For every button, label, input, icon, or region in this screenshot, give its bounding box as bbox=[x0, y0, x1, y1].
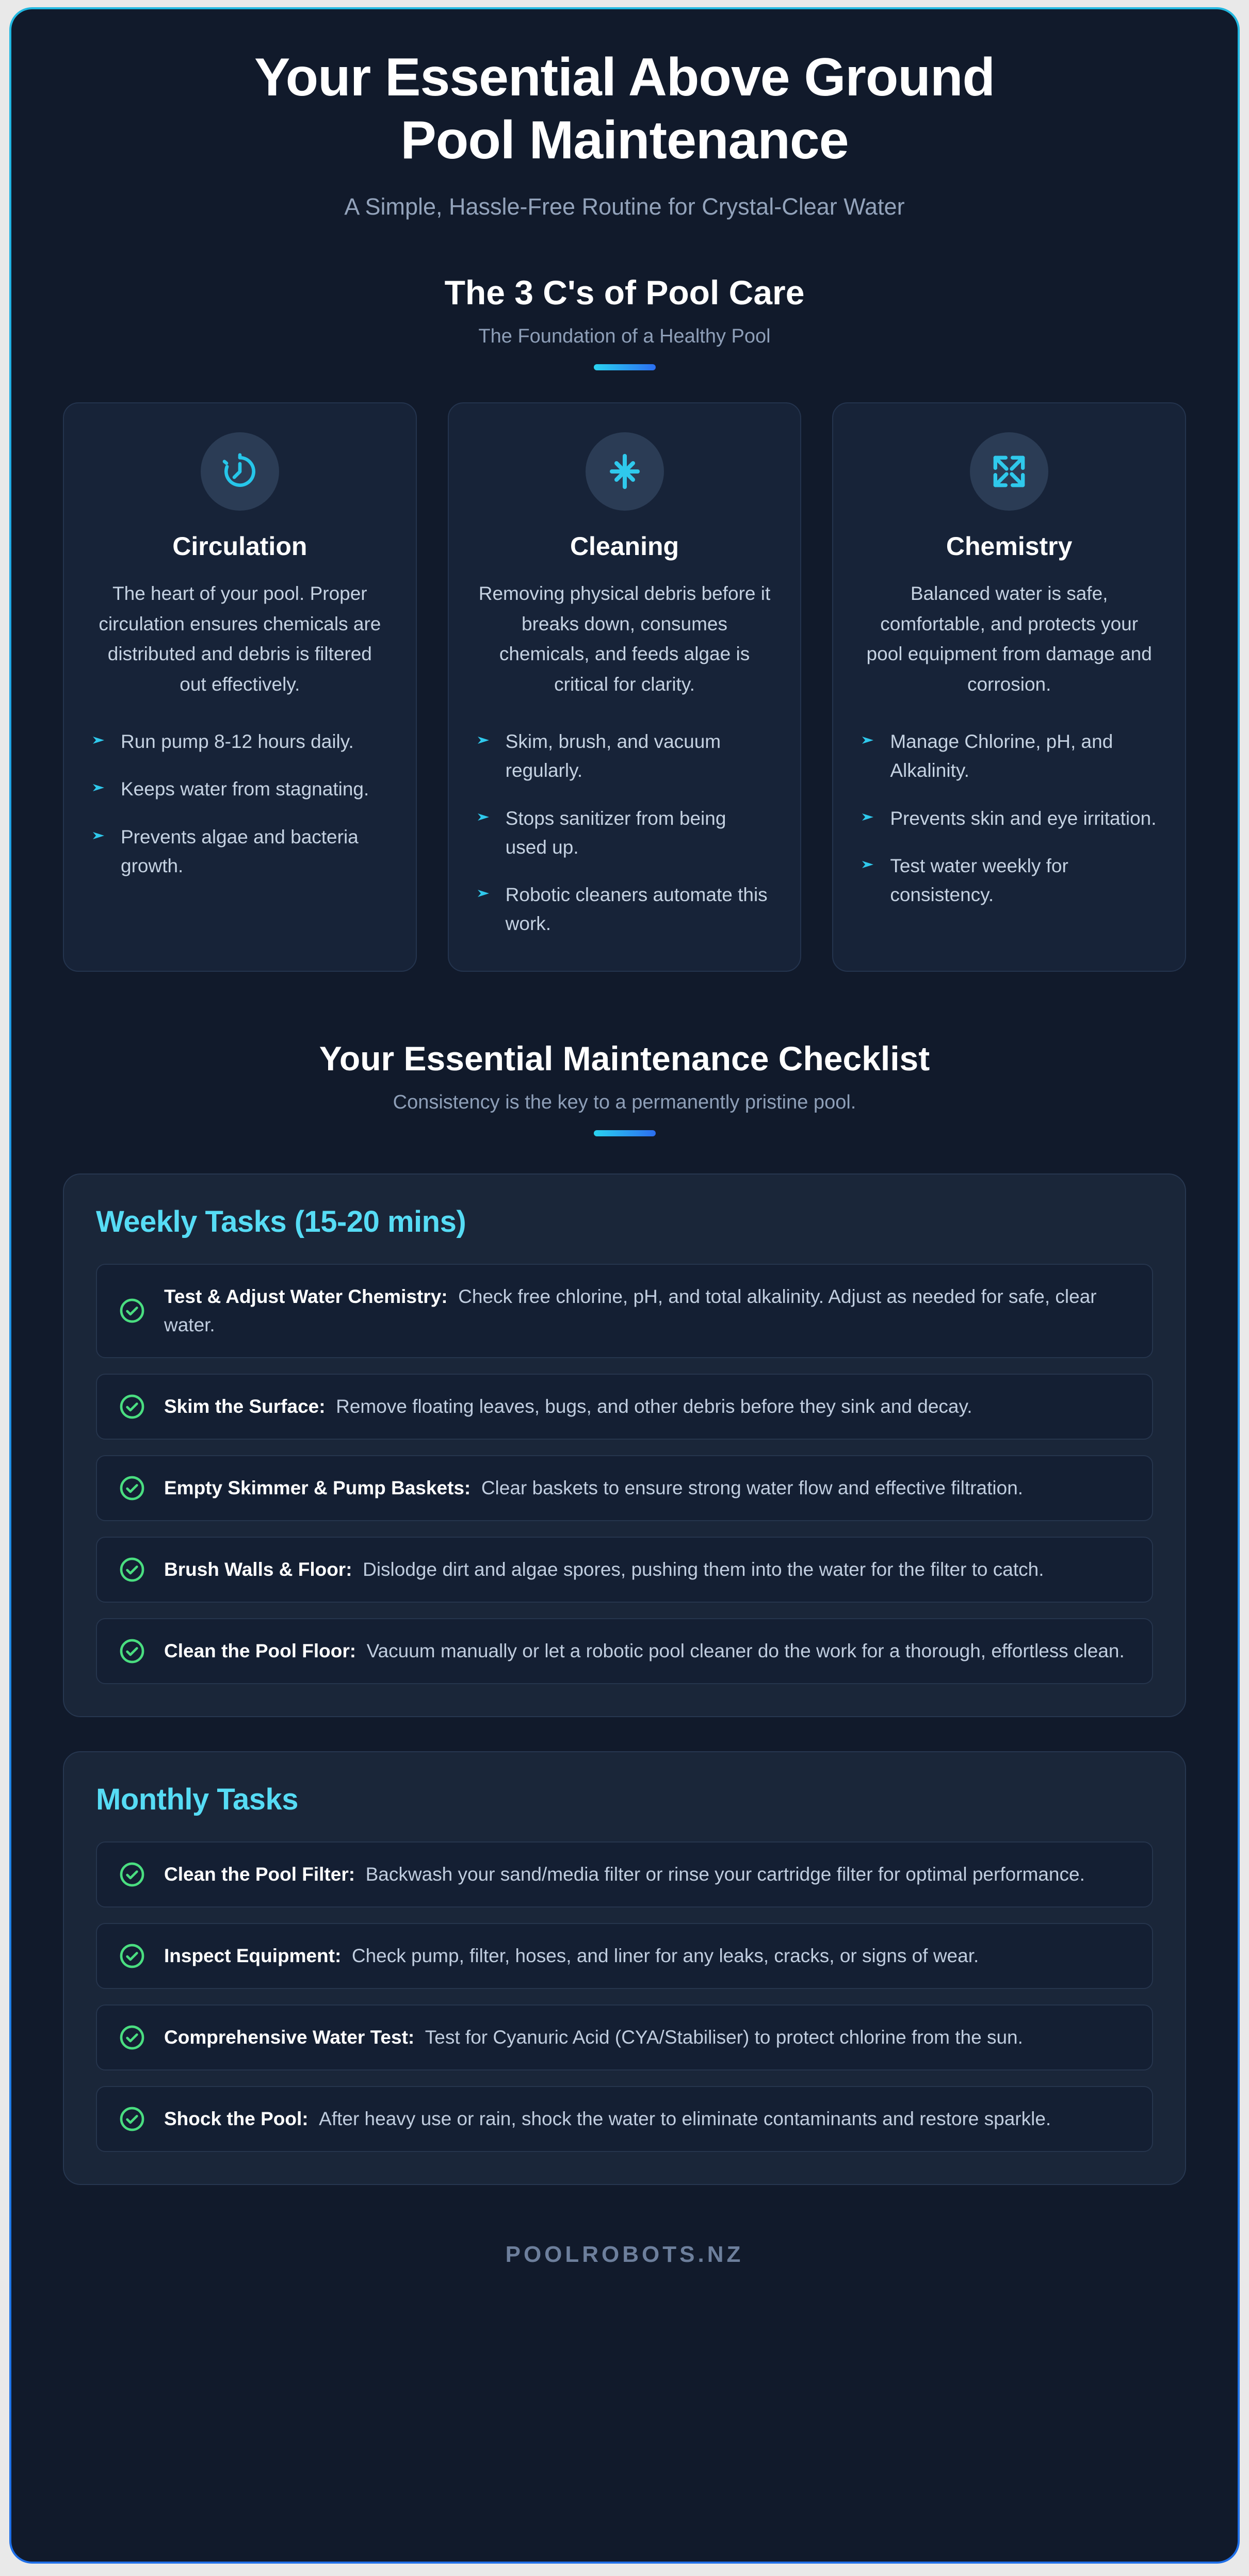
three-cs-subtitle: The Foundation of a Healthy Pool bbox=[478, 325, 771, 348]
arrow-right-icon bbox=[92, 735, 109, 746]
task-label: Skim the Surface: bbox=[164, 1395, 326, 1417]
check-circle-icon bbox=[118, 1860, 147, 1889]
card-bullet-list bbox=[92, 727, 388, 881]
arrow-right-icon bbox=[477, 811, 494, 823]
task-row[interactable] bbox=[96, 2004, 1153, 2070]
panel-weekly-tasks bbox=[63, 1173, 1186, 1717]
check-circle-icon bbox=[118, 1942, 147, 1970]
task-detail: Dislodge dirt and algae spores, pushing them into the water for the filter to catch. bbox=[363, 1558, 1044, 1580]
task-text bbox=[164, 1555, 1044, 1584]
list-item-label: Run pump 8-12 hours daily. bbox=[121, 731, 354, 753]
list-item-label: Skim, brush, and vacuum regularly. bbox=[505, 731, 721, 781]
list-item bbox=[92, 727, 388, 756]
three-cs-header bbox=[11, 273, 1238, 370]
task-row[interactable] bbox=[96, 1618, 1153, 1684]
checklist-subtitle: Consistency is the key to a permanently pristine pool. bbox=[393, 1091, 856, 1113]
check-circle-icon bbox=[118, 2023, 147, 2052]
section-divider bbox=[594, 1130, 656, 1136]
infographic-canvas bbox=[11, 9, 1238, 2562]
task-text bbox=[164, 1282, 1131, 1340]
task-row[interactable] bbox=[96, 1923, 1153, 1989]
task-row[interactable] bbox=[96, 1264, 1153, 1358]
task-detail: Vacuum manually or let a robotic pool cleaner do the work for a thorough, effortless clean. bbox=[366, 1640, 1125, 1661]
list-item-label: Robotic cleaners automate this work. bbox=[505, 884, 768, 935]
list-item bbox=[92, 823, 388, 881]
timer-clock-icon bbox=[201, 432, 279, 511]
task-label: Empty Skimmer & Pump Baskets: bbox=[164, 1477, 471, 1498]
list-item-label: Prevents skin and eye irritation. bbox=[890, 807, 1157, 829]
card-bullet-list bbox=[861, 727, 1157, 909]
list-item bbox=[861, 804, 1157, 833]
arrows-out-icon bbox=[970, 432, 1048, 511]
task-detail: Backwash your sand/media filter or rinse your cartridge filter for optimal performance. bbox=[365, 1863, 1085, 1885]
list-item bbox=[861, 852, 1157, 909]
task-label: Test & Adjust Water Chemistry: bbox=[164, 1285, 448, 1307]
list-item bbox=[477, 881, 773, 938]
task-label: Inspect Equipment: bbox=[164, 1945, 342, 1966]
card-title: Circulation bbox=[172, 532, 307, 561]
task-label: Brush Walls & Floor: bbox=[164, 1558, 352, 1580]
list-item-label: Stops sanitizer from being used up. bbox=[505, 807, 726, 858]
monthly-task-list bbox=[96, 1841, 1153, 2152]
card-description: Removing physical debris before it breaks down, consumes chemicals, and feeds algae is critical for clarity. bbox=[478, 583, 771, 695]
check-circle-icon bbox=[118, 1392, 147, 1421]
arrow-right-icon bbox=[861, 735, 879, 746]
task-text bbox=[164, 1942, 979, 1970]
card-cleaning[interactable] bbox=[448, 402, 802, 971]
task-detail: After heavy use or rain, shock the water to eliminate contaminants and restore sparkle. bbox=[319, 2108, 1051, 2129]
task-detail: Check free chlorine, pH, and total alkalinity. Adjust as needed for safe, clear water. bbox=[164, 1285, 1097, 1336]
task-text bbox=[164, 1392, 972, 1421]
card-circulation[interactable] bbox=[63, 402, 417, 971]
list-item-label: Keeps water from stagnating. bbox=[121, 778, 369, 800]
check-circle-icon bbox=[118, 1555, 147, 1584]
monthly-panel-wrap bbox=[11, 1751, 1238, 2185]
task-row[interactable] bbox=[96, 1537, 1153, 1603]
task-text bbox=[164, 1637, 1125, 1666]
task-text bbox=[164, 1474, 1023, 1503]
arrow-right-icon bbox=[477, 735, 494, 746]
section-divider bbox=[594, 364, 656, 370]
footer-brand: POOLROBOTS.NZ bbox=[505, 2241, 744, 2267]
task-row[interactable] bbox=[96, 1455, 1153, 1521]
task-detail: Check pump, filter, hoses, and liner for any leaks, cracks, or signs of wear. bbox=[351, 1945, 979, 1966]
card-description: The heart of your pool. Proper circulation ensures chemicals are distributed and debris is filtered out effectively. bbox=[99, 583, 381, 695]
page-title-line-1: Your Essential Above Ground bbox=[254, 47, 995, 107]
list-item bbox=[92, 775, 388, 804]
three-cs-card-grid bbox=[11, 370, 1238, 971]
page-title-line-2: Pool Maintenance bbox=[400, 110, 849, 170]
task-text bbox=[164, 2023, 1023, 2052]
task-row[interactable] bbox=[96, 1841, 1153, 1907]
list-item bbox=[477, 804, 773, 862]
arrow-right-icon bbox=[477, 888, 494, 899]
task-detail: Test for Cyanuric Acid (CYA/Stabiliser) to protect chlorine from the sun. bbox=[425, 2026, 1023, 2048]
three-cs-title: The 3 C's of Pool Care bbox=[444, 273, 805, 312]
task-row[interactable] bbox=[96, 2086, 1153, 2152]
gradient-border-frame bbox=[9, 7, 1240, 2564]
check-circle-icon bbox=[118, 1474, 147, 1503]
task-detail: Clear baskets to ensure strong water flow and effective filtration. bbox=[481, 1477, 1024, 1498]
check-circle-icon bbox=[118, 1296, 147, 1325]
arrow-right-icon bbox=[92, 830, 109, 841]
checklist-title: Your Essential Maintenance Checklist bbox=[319, 1039, 930, 1078]
task-label: Shock the Pool: bbox=[164, 2108, 309, 2129]
list-item bbox=[477, 727, 773, 785]
weekly-task-list bbox=[96, 1264, 1153, 1684]
hero-section bbox=[11, 9, 1238, 220]
check-circle-icon bbox=[118, 1637, 147, 1666]
weekly-panel-wrap bbox=[11, 1173, 1238, 1717]
task-detail: Remove floating leaves, bugs, and other debris before they sink and decay. bbox=[336, 1395, 972, 1417]
list-item-label: Manage Chlorine, pH, and Alkalinity. bbox=[890, 731, 1113, 781]
page-subtitle: A Simple, Hassle-Free Routine for Crystal-Clear Water bbox=[344, 193, 905, 220]
panel-monthly-tasks bbox=[63, 1751, 1186, 2185]
card-chemistry[interactable] bbox=[832, 402, 1186, 971]
list-item-label: Test water weekly for consistency. bbox=[890, 855, 1068, 906]
arrow-right-icon bbox=[861, 811, 879, 823]
task-label: Comprehensive Water Test: bbox=[164, 2026, 415, 2048]
sparkle-icon bbox=[586, 432, 664, 511]
arrow-right-icon bbox=[861, 859, 879, 870]
card-title: Chemistry bbox=[946, 532, 1073, 561]
arrow-right-icon bbox=[92, 782, 109, 793]
task-text bbox=[164, 1860, 1085, 1889]
card-title: Cleaning bbox=[570, 532, 679, 561]
panel-title: Monthly Tasks bbox=[96, 1782, 299, 1816]
card-description: Balanced water is safe, comfortable, and protects your pool equipment from damage and corrosion. bbox=[866, 583, 1152, 695]
check-circle-icon bbox=[118, 2105, 147, 2133]
page-title bbox=[104, 46, 1145, 172]
task-label: Clean the Pool Filter: bbox=[164, 1863, 355, 1885]
list-item bbox=[861, 727, 1157, 785]
task-text bbox=[164, 2105, 1051, 2133]
panel-title: Weekly Tasks (15-20 mins) bbox=[96, 1204, 466, 1238]
checklist-header bbox=[11, 1039, 1238, 1136]
task-label: Clean the Pool Floor: bbox=[164, 1640, 356, 1661]
task-row[interactable] bbox=[96, 1374, 1153, 1440]
list-item-label: Prevents algae and bacteria growth. bbox=[121, 826, 359, 876]
card-bullet-list bbox=[477, 727, 773, 938]
